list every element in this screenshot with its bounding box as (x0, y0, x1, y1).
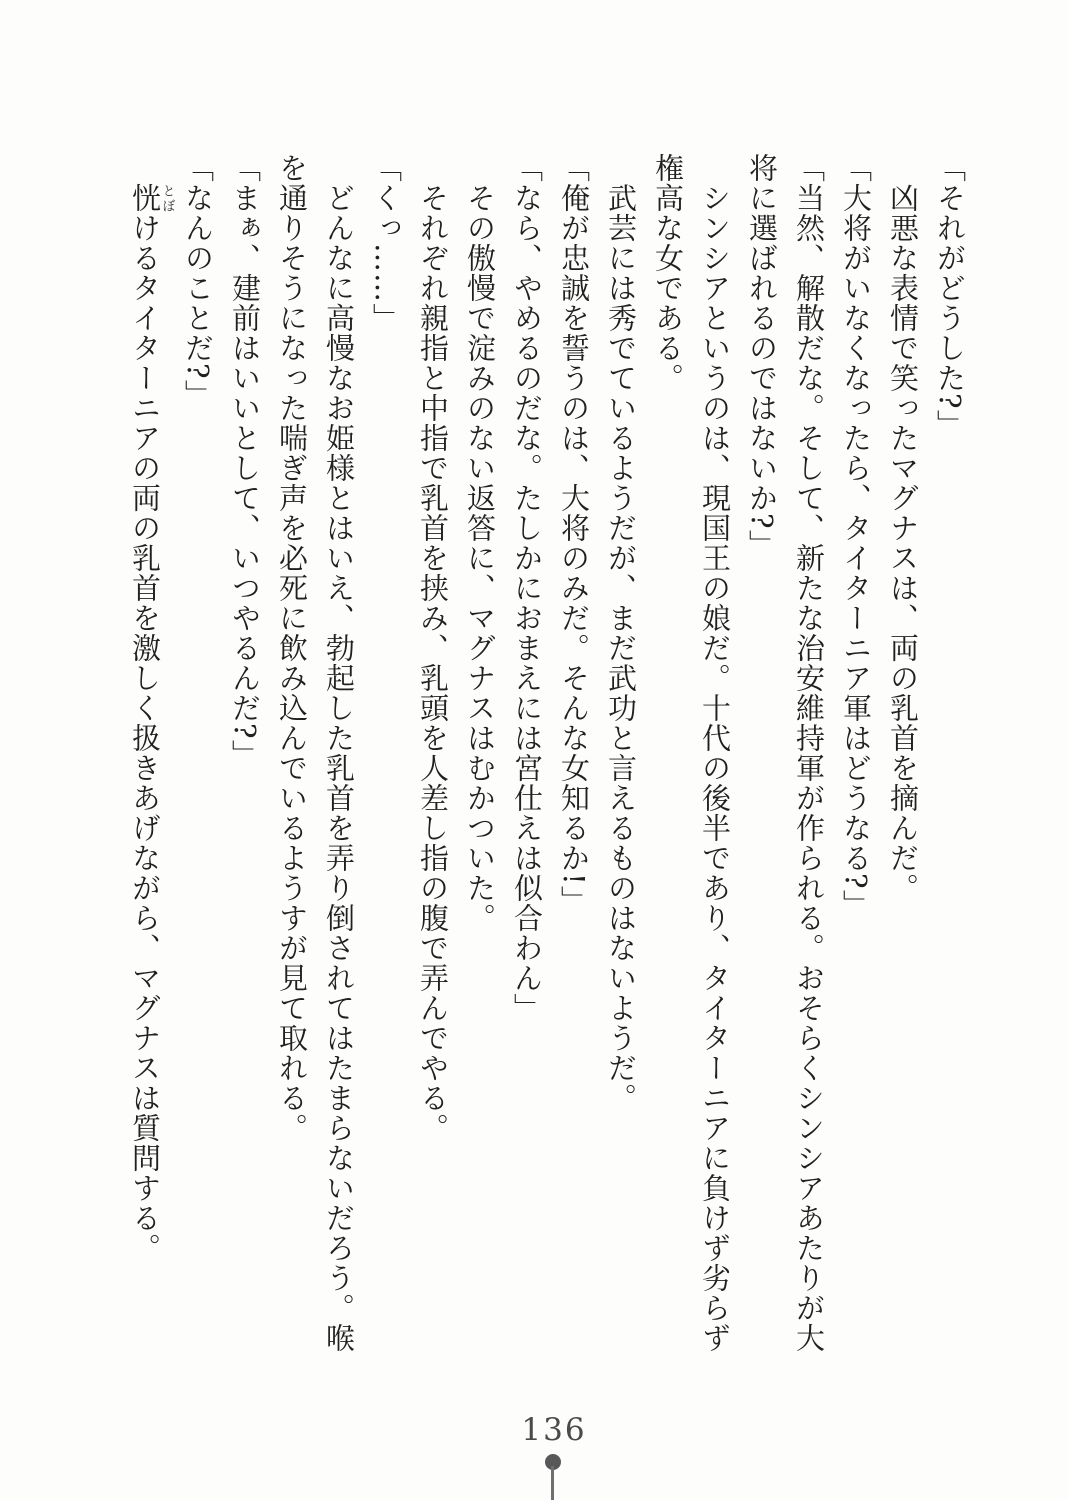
text-line: を通りそうになった喘ぎ声を必死に飲み込んでいるようすが見て取れる。 (275, 153, 309, 1143)
text-line: 「それがどうした?」 (933, 153, 967, 440)
text-line: 凶悪な表情で笑ったマグナスは、両の乳首を摘んだ。 (886, 153, 920, 903)
text-line: シンシアというのは、現国王の娘だ。十代の後半であり、タイターニアに負けず劣らず (698, 153, 732, 1353)
text-line: 「くっ……」 (369, 153, 403, 333)
text-line: どんなに高慢なお姫様とはいえ、勃起した乳首を弄り倒されてはたまらないだろう。喉 (322, 153, 356, 1353)
text-line: 「なんのことだ?」 (181, 153, 215, 410)
text-line: 権高な女である。 (651, 153, 685, 393)
ruby-annotation (128, 183, 175, 213)
text-line: 「まぁ、建前はいいとして、いつやるんだ?」 (228, 153, 262, 770)
vertical-text-block (121, 153, 973, 1363)
text-line: 「俺が忠誠を誓うのは、大将のみだ。そんな女知るか!」 (557, 153, 591, 916)
ruby-base: 恍 (128, 183, 162, 213)
text-line: 「大将がいなくなったら、タイターニア軍はどうなる?」 (839, 153, 873, 920)
text-line: その傲慢で淀みのない返答に、マグナスはむかついた。 (463, 153, 497, 933)
text-line: 武芸には秀でているようだが、まだ武功と言えるものはないようだ。 (604, 153, 638, 1113)
text-line-with-ruby (121, 153, 174, 1363)
page-number: 136 (521, 1412, 587, 1448)
text-line: それぞれ親指と中指で乳首を挟み、乳頭を人差し指の腹で弄んでやる。 (416, 153, 450, 1143)
ruby-text: とぼ (159, 183, 175, 213)
line-rest: けるタイターニアの両の乳首を激しく扱きあげながら、マグナスは質問する。 (128, 213, 162, 1263)
line-indent (128, 153, 162, 183)
ornament-stem (551, 1466, 554, 1500)
text-line: 将に選ばれるのではないか?」 (745, 153, 779, 560)
text-line: 「当然、解散だな。そして、新たな治安維持軍が作られる。おそらくシンシアあたりが大 (792, 153, 826, 1353)
text-line: 「なら、やめるのだな。たしかにおまえには宮仕えは似合わん」 (510, 153, 544, 1023)
